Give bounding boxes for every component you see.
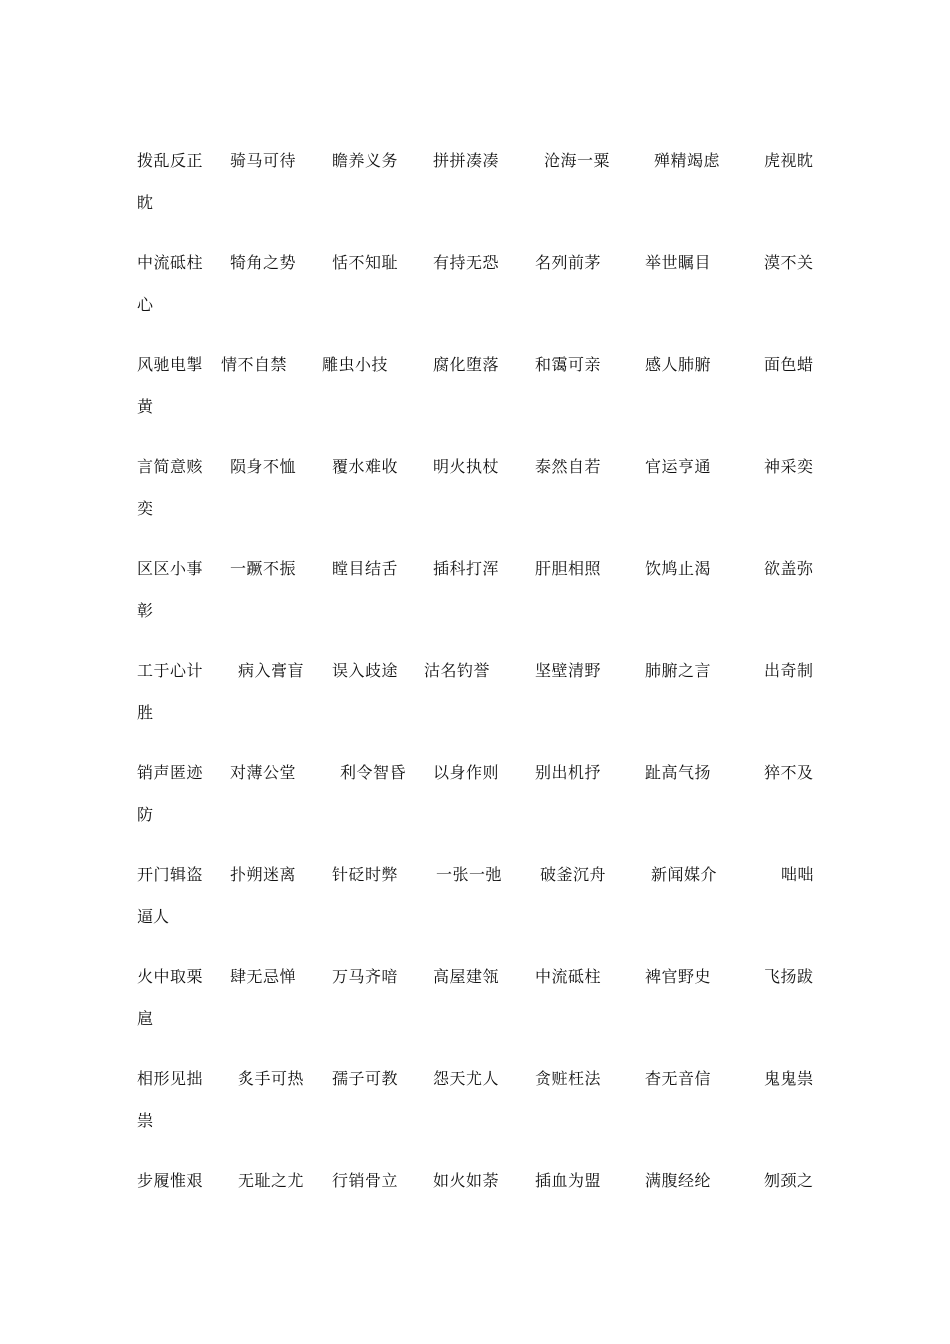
- idiom-word: 腐化堕落: [433, 355, 500, 374]
- idiom-word: 肺腑之言: [645, 661, 712, 680]
- idiom-word: 别出机抒: [535, 763, 602, 782]
- idiom-word: 如火如荼: [433, 1171, 500, 1190]
- idiom-row: [0, 967, 950, 1069]
- idiom-continuation: 心: [137, 295, 154, 314]
- idiom-word: 神采奕: [764, 457, 814, 476]
- idiom-word: 沧海一粟: [544, 151, 611, 170]
- idiom-word: 一张一弛: [436, 865, 503, 884]
- idiom-row: [0, 763, 950, 865]
- idiom-word: 虎视眈: [764, 151, 814, 170]
- idiom-continuation: 眈: [137, 193, 154, 212]
- idiom-word: 新闻媒介: [651, 865, 718, 884]
- idiom-word: 区区小事: [137, 559, 204, 578]
- idiom-word: 恬不知耻: [332, 253, 399, 272]
- idiom-word: 裨官野史: [645, 967, 712, 986]
- idiom-word: 病入膏盲: [238, 661, 305, 680]
- idiom-word: 中流砥柱: [535, 967, 602, 986]
- idiom-continuation: 逼人: [137, 907, 170, 926]
- idiom-word: 感人肺腑: [645, 355, 712, 374]
- idiom-word: 覆水难收: [332, 457, 399, 476]
- idiom-row: [0, 355, 950, 457]
- idiom-word: 中流砥柱: [137, 253, 204, 272]
- idiom-word: 开门辑盗: [137, 865, 204, 884]
- idiom-word: 一蹶不振: [230, 559, 297, 578]
- idiom-row: [0, 1171, 950, 1273]
- idiom-word: 陨身不恤: [230, 457, 297, 476]
- idiom-word: 无耻之尤: [238, 1171, 305, 1190]
- idiom-word: 饮鸠止渴: [645, 559, 712, 578]
- idiom-row: [0, 559, 950, 661]
- idiom-word: 孺子可教: [332, 1069, 399, 1088]
- idiom-word: 满腹经纶: [645, 1171, 712, 1190]
- idiom-row: [0, 1069, 950, 1171]
- idiom-word: 破釜沉舟: [540, 865, 607, 884]
- idiom-word: 插科打浑: [433, 559, 500, 578]
- idiom-word: 坚壁清野: [535, 661, 602, 680]
- idiom-word: 雕虫小技: [322, 355, 389, 374]
- idiom-word: 肝胆相照: [535, 559, 602, 578]
- idiom-word: 瞠目结舌: [332, 559, 399, 578]
- idiom-word: 扑朔迷离: [230, 865, 297, 884]
- idiom-word: 相形见拙: [137, 1069, 204, 1088]
- idiom-continuation: 奕: [137, 499, 154, 518]
- idiom-word: 举世瞩目: [645, 253, 712, 272]
- idiom-word: 明火执杖: [433, 457, 500, 476]
- idiom-word: 刎颈之: [764, 1171, 814, 1190]
- idiom-word: 面色蜡: [764, 355, 814, 374]
- idiom-word: 插血为盟: [535, 1171, 602, 1190]
- idiom-word: 和霭可亲: [535, 355, 602, 374]
- idiom-word: 风驰电掣: [137, 355, 204, 374]
- idiom-row: [0, 661, 950, 763]
- idiom-word: 情不自禁: [221, 355, 288, 374]
- idiom-word: 对薄公堂: [230, 763, 297, 782]
- idiom-word: 以身作则: [433, 763, 500, 782]
- idiom-continuation: 彰: [137, 601, 154, 620]
- idiom-word: 出奇制: [764, 661, 814, 680]
- idiom-word: 沽名钓誉: [424, 661, 491, 680]
- idiom-word: 高屋建瓴: [433, 967, 500, 986]
- idiom-word: 飞扬跋: [764, 967, 814, 986]
- idiom-word: 误入歧途: [332, 661, 399, 680]
- idiom-word: 言简意赅: [137, 457, 204, 476]
- idiom-continuation: 防: [137, 805, 154, 824]
- idiom-word: 针砭时弊: [332, 865, 399, 884]
- idiom-row: [0, 151, 950, 253]
- idiom-word: 骑马可待: [230, 151, 297, 170]
- idiom-word: 拨乱反正: [137, 151, 204, 170]
- idiom-word: 泰然自若: [535, 457, 602, 476]
- idiom-continuation: 黄: [137, 397, 154, 416]
- idiom-word: 犄角之势: [230, 253, 297, 272]
- idiom-word: 欲盖弥: [764, 559, 814, 578]
- idiom-word: 咄咄: [781, 865, 815, 884]
- idiom-row: [0, 865, 950, 967]
- idiom-word: 有持无恐: [433, 253, 500, 272]
- idiom-word: 肆无忌惮: [230, 967, 297, 986]
- idiom-word: 行销骨立: [332, 1171, 399, 1190]
- idiom-word: 名列前茅: [535, 253, 602, 272]
- idiom-word: 利令智昏: [340, 763, 407, 782]
- idiom-continuation: 扈: [137, 1009, 154, 1028]
- idiom-word: 拼拼凑凑: [433, 151, 500, 170]
- idiom-word: 怨天尤人: [433, 1069, 500, 1088]
- idiom-word: 工于心计: [137, 661, 204, 680]
- idiom-word: 炙手可热: [238, 1069, 305, 1088]
- idiom-word: 官运亨通: [645, 457, 712, 476]
- idiom-word: 贪赃枉法: [535, 1069, 602, 1088]
- idiom-word: 销声匿迹: [137, 763, 204, 782]
- idiom-row: [0, 457, 950, 559]
- idiom-word: 火中取栗: [137, 967, 204, 986]
- idiom-word: 趾高气扬: [645, 763, 712, 782]
- idiom-word: 殚精竭虑: [654, 151, 721, 170]
- idiom-word: 漠不关: [764, 253, 814, 272]
- idiom-word: 猝不及: [764, 763, 814, 782]
- idiom-word: 杳无音信: [645, 1069, 712, 1088]
- idiom-continuation: 祟: [137, 1111, 154, 1130]
- idiom-word: 瞻养义务: [332, 151, 399, 170]
- idiom-word: 鬼鬼祟: [764, 1069, 814, 1088]
- idiom-word: 步履惟艰: [137, 1171, 204, 1190]
- idiom-word: 万马齐喑: [332, 967, 399, 986]
- idiom-row: [0, 253, 950, 355]
- idiom-continuation: 胜: [137, 703, 154, 722]
